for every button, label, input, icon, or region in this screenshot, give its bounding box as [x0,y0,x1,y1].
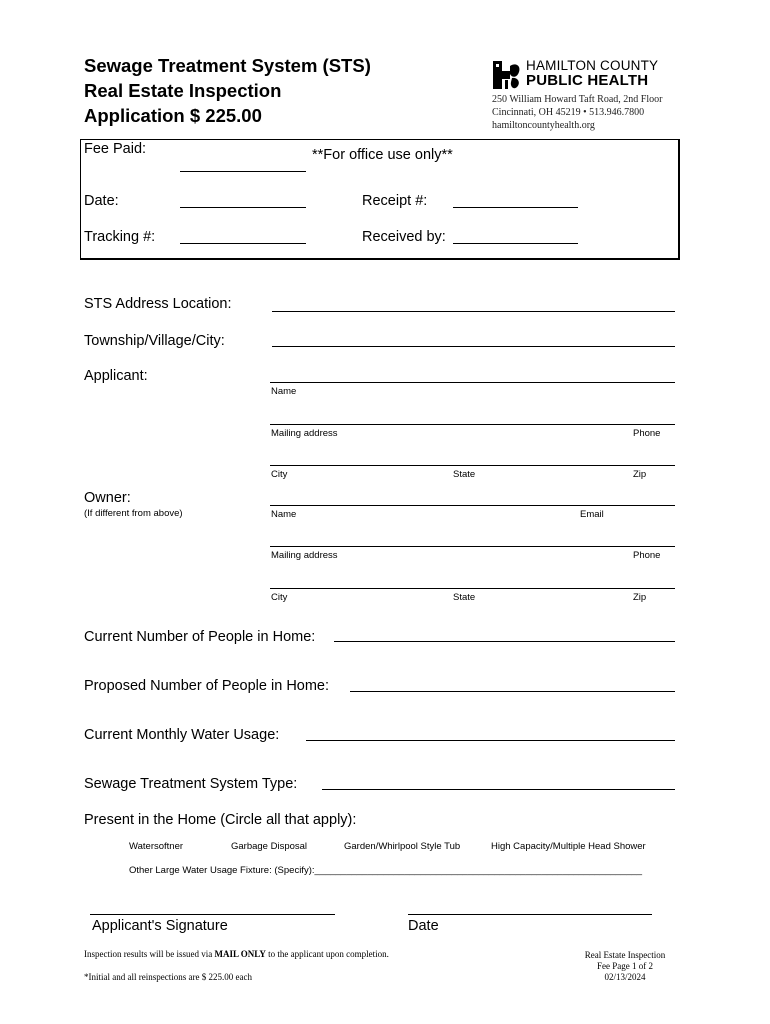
signature-date-field[interactable] [408,914,652,915]
receipt-label: Receipt #: [362,193,428,209]
sts-address-field[interactable] [272,311,675,312]
owner-mailing-caption: Mailing address [271,550,338,561]
present-in-home-label: Present in the Home (Circle all that apply): [84,812,357,828]
applicant-name-field[interactable] [270,382,675,383]
sts-address-label: STS Address Location: [84,296,232,312]
applicant-city-caption: City [271,469,288,480]
applicant-state-caption: State [453,469,476,480]
applicant-zip-caption: Zip [633,469,647,480]
receipt-field[interactable] [453,207,578,208]
office-date-field[interactable] [180,207,306,208]
applicant-phone-caption: Phone [633,428,661,439]
received-by-field[interactable] [453,243,578,244]
proposed-people-field[interactable] [350,691,675,692]
owner-name-caption: Name [271,509,297,520]
other-fixture-label: Other Large Water Usage Fixture: (Specify): [129,865,315,876]
owner-city-caption: City [271,592,288,603]
title-line-2: Real Estate Inspection [84,80,282,101]
water-usage-field[interactable] [306,740,675,741]
applicant-mailing-field[interactable] [270,424,675,425]
owner-state-caption: State [453,592,476,603]
mail-note-pre: Inspection results will be issued via [84,949,215,959]
other-fixture-field[interactable]: ______________________________________________________________ [314,865,643,876]
sts-type-label: Sewage Treatment System Type: [84,776,298,792]
org-address-line-1: 250 William Howard Taft Road, 2nd Floor [492,94,663,105]
signature-label: Applicant's Signature [92,918,228,934]
fee-paid-label: Fee Paid: [84,141,147,157]
owner-label: Owner: [84,490,131,506]
form-title [84,53,371,128]
current-people-field[interactable] [334,641,675,642]
received-by-label: Received by: [362,229,446,245]
hamilton-county-logo-icon [492,60,522,90]
footer-doc-name: Real Estate Inspection [584,950,666,960]
applicant-mailing-caption: Mailing address [271,428,338,439]
township-label: Township/Village/City: [84,333,225,349]
owner-name-field[interactable] [270,505,675,506]
org-name-line-2: PUBLIC HEALTH [526,72,649,89]
proposed-people-label: Proposed Number of People in Home: [84,678,330,694]
reinspection-note: *Initial and all reinspections are $ 225.00 each [84,972,252,982]
title-line-1: Sewage Treatment System (STS) [84,55,371,76]
owner-email-caption: Email [580,509,604,520]
org-website: hamiltoncountyhealth.org [492,120,595,131]
office-use-note: **For office use only** [312,147,453,163]
tracking-field[interactable] [180,243,306,244]
fixture-watersoftner[interactable]: Watersoftner [129,841,184,852]
fixture-garbage-disposal[interactable]: Garbage Disposal [231,841,308,852]
owner-zip-caption: Zip [633,592,647,603]
water-usage-label: Current Monthly Water Usage: [84,727,280,743]
township-field[interactable] [272,346,675,347]
fixture-multi-head-shower[interactable]: High Capacity/Multiple Head Shower [491,841,646,852]
fee-paid-field[interactable] [180,171,306,172]
owner-mailing-field[interactable] [270,546,675,547]
footer-revision-date: 02/13/2024 [604,972,646,982]
owner-phone-caption: Phone [633,550,661,561]
applicant-label: Applicant: [84,368,148,384]
org-name-line-1: HAMILTON COUNTY [526,58,659,73]
signature-date-label: Date [408,918,439,934]
sts-type-field[interactable] [322,789,675,790]
owner-city-field[interactable] [270,588,675,589]
mail-note-post: to the applicant upon completion. [265,949,389,959]
signature-field[interactable] [90,914,335,915]
current-people-label: Current Number of People in Home: [84,629,316,645]
owner-note: (If different from above) [84,508,183,519]
date-label: Date: [84,193,119,209]
mail-note-bold: MAIL ONLY [214,949,266,959]
tracking-label: Tracking #: [84,229,156,245]
footer-right [560,950,690,983]
org-address-line-2: Cincinnati, OH 45219 • 513.946.7800 [492,107,645,118]
applicant-city-field[interactable] [270,465,675,466]
other-fixture-line [129,865,642,876]
fixture-whirlpool-tub[interactable]: Garden/Whirlpool Style Tub [344,841,461,852]
mail-only-note [84,949,389,960]
footer-page-number: Fee Page 1 of 2 [597,961,653,971]
title-line-3: Application $ 225.00 [84,105,262,126]
applicant-name-caption: Name [271,386,297,397]
